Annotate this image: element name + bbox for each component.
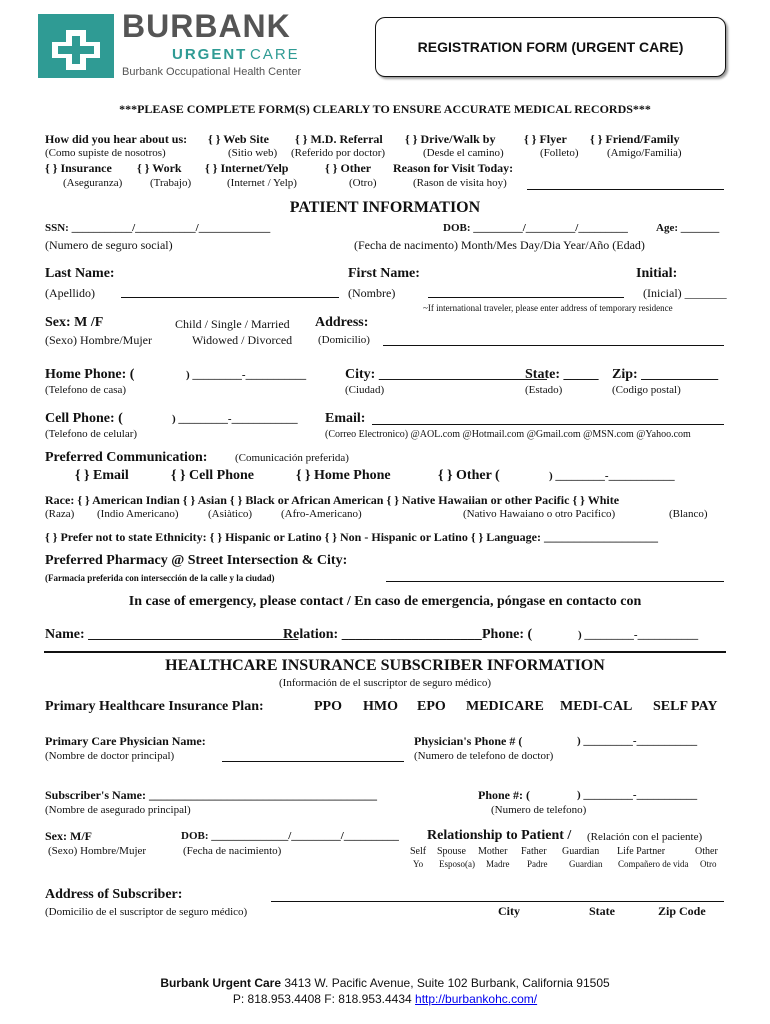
reason-label: Reason for Visit Today: [393,161,514,175]
referral-drive[interactable]: { } Drive/Walk by [405,132,496,146]
ssn-es: (Numero de seguro social) [45,238,173,252]
plan-epo[interactable]: EPO [417,699,446,714]
medical-cross-icon [38,14,114,78]
referral-work-es: (Trabajo) [150,177,192,189]
referral-flyer[interactable]: { } Flyer [524,132,567,146]
city-es: (Ciudad) [345,384,385,396]
pref-comm-es: (Comunicación preferida) [235,452,349,464]
form-title: REGISTRATION FORM (URGENT CARE) [417,39,684,55]
cell-phone-label: Cell Phone: ( [45,411,123,426]
comm-email-option[interactable]: { } Email [75,468,129,483]
emergency-relation-field[interactable]: Relation: ____________________ [283,627,482,642]
referral-web-es: (Sitio web) [228,147,278,159]
rel-life-partner[interactable]: Life Partner [617,846,666,857]
pharmacy-label: Preferred Pharmacy @ Street Intersection & City: [45,553,348,568]
rel-self[interactable]: Self [410,846,427,857]
emergency-heading: In case of emergency, please contact / En caso de emergencia, póngase en contacto con [128,594,642,609]
first-name-label: First Name: [348,266,420,281]
rel-mother[interactable]: Mother [478,846,508,857]
subscriber-address-es: (Domicilio de el suscriptor de seguro médico) [45,906,248,918]
pcp-input[interactable] [222,761,404,762]
rel-guardian-es: Guardian [569,859,603,869]
pref-comm-label: Preferred Communication: [45,450,208,465]
logo-name: BURBANK [122,8,291,44]
pharmacy-es: (Farmacia preferida con intersección de la calle y la ciudad) [45,573,275,583]
cell-phone-es: (Telefono de celular) [45,428,138,440]
city-field[interactable]: City: ________________________ [345,367,547,382]
first-name-es: (Nombre) [348,286,396,300]
race-es-3: (Asiàtico) [208,508,252,520]
referral-work[interactable]: { } Work [137,161,182,175]
subscriber-name-field[interactable]: Subscriber's Name: ______________________________________ [45,788,377,802]
ssn-field[interactable]: SSN: ___________/___________/_____________ [45,222,271,234]
physician-phone-es: (Numero de telefono de doctor) [414,750,554,762]
marital-status-2[interactable]: Widowed / Divorced [192,333,293,347]
referral-question: How did you hear about us: [45,132,188,146]
referral-internet-es: (Internet / Yelp) [227,177,297,189]
state-field[interactable]: State: _____ [525,367,599,382]
pcp-label: Primary Care Physician Name: [45,734,206,748]
referral-web[interactable]: { } Web Site [208,132,269,146]
home-phone-label: Home Phone: ( [45,367,135,382]
referral-insurance[interactable]: { } Insurance [45,161,112,175]
pcp-es: (Nombre de doctor principal) [45,750,175,762]
plan-medicare[interactable]: MEDICARE [466,699,544,714]
referral-other[interactable]: { } Other [325,161,372,175]
subscriber-state-label: State [589,904,615,918]
footer-website-link[interactable]: http://burbankohc.com/ [415,992,538,1006]
emergency-phone-input[interactable]: ) _________-___________ [578,629,699,641]
physician-phone-label: Physician's Phone # ( [414,734,523,748]
dob-es: (Fecha de nacimento) Month/Mes Day/Dia Year/Año (Edad) [354,238,645,252]
subscriber-city-label: City [498,904,520,918]
last-name-es: (Apellido) [45,286,95,300]
international-note: ~If international traveler, please enter address of temporary residence [423,303,673,313]
rel-other-es: Otro [700,859,717,869]
footer-contact-line [0,992,770,1006]
race-options[interactable]: Race: { } American Indian { } Asian { } Black or African American { } Native Hawaiian or other Pacific { } White [45,493,620,507]
referral-md[interactable]: { } M.D. Referral [295,132,383,146]
relationship-label: Relationship to Patient / [427,828,572,843]
last-name-input[interactable] [121,297,339,298]
last-name-label: Last Name: [45,266,115,281]
referral-friend[interactable]: { } Friend/Family [590,132,680,146]
rel-spouse-es: Esposo(a) [439,859,475,869]
referral-other-es: (Otro) [349,177,377,189]
notice: ***PLEASE COMPLETE FORM(S) CLEARLY TO ENSURE ACCURATE MEDICAL RECORDS*** [119,102,651,116]
dob-field[interactable]: DOB: _________/_________/_________ [443,222,628,234]
referral-internet[interactable]: { } Internet/Yelp [205,161,289,175]
initial-label: Initial: [636,266,678,281]
insurance-section-title: HEALTHCARE INSURANCE SUBSCRIBER INFORMATION [165,657,605,674]
subscriber-zip-label: Zip Code [658,904,706,918]
first-name-input[interactable] [428,297,624,298]
footer-address-line [0,976,770,990]
patient-section-title: PATIENT INFORMATION [289,199,481,216]
footer-address: 3413 W. Pacific Avenue, Suite 102 Burbank, California 91505 [281,976,610,990]
zip-es: (Codigo postal) [612,384,681,396]
logo-tagline: Burbank Occupational Health Center [122,66,302,78]
race-es-4: (Afro-Americano) [281,508,362,520]
plan-medi-cal[interactable]: MEDI-CAL [560,699,633,714]
zip-field[interactable]: Zip: ___________ [612,367,719,382]
plan-hmo[interactable]: HMO [363,699,398,714]
ethnicity-options[interactable]: { } Prefer not to state Ethnicity: { } Hispanic or Latino { } Non - Hispanic or Latino { } Language: ___________________ [45,530,658,544]
section-divider [44,651,726,653]
subscriber-dob-field[interactable]: DOB: ______________/_________/__________ [181,830,399,842]
plan-ppo[interactable]: PPO [314,699,342,714]
plan-label: Primary Healthcare Insurance Plan: [45,699,264,714]
rel-father-es: Padre [527,859,548,869]
insurance-section-title-es: (Información de el suscriptor de seguro médico) [279,677,491,689]
comm-other-option[interactable]: { } Other ( [438,468,500,483]
rel-father[interactable]: Father [521,846,547,857]
emergency-phone-label: Phone: ( [482,627,533,642]
subscriber-phone-input[interactable]: ) _________-___________ [577,789,698,801]
subscriber-address-input[interactable] [271,901,724,902]
plan-self-pay[interactable]: SELF PAY [653,699,718,714]
address-label: Address: [315,315,369,330]
referral-friend-es: (Amigo/Familia) [607,147,682,159]
home-phone-input[interactable]: ) _________-___________ [186,369,307,381]
form-title-box [375,17,726,77]
email-label: Email: [325,411,366,426]
subscriber-dob-es: (Fecha de nacimiento) [183,845,282,857]
race-es-1: (Raza) [45,508,75,520]
home-phone-es: (Telefono de casa) [45,384,127,396]
cell-phone-input[interactable]: ) _________-____________ [172,413,298,425]
email-domains: (Correo Electronico) @AOL.com @Hotmail.com @Gmail.com @MSN.com @Yahoo.com [325,429,691,440]
email-input[interactable] [372,424,724,425]
rel-mother-es: Madre [486,859,510,869]
emergency-name-field[interactable]: Name: ______________________________ [45,627,299,642]
reason-label-es: (Rason de visita hoy) [413,177,507,189]
subscriber-name-es: (Nombre de asegurado principal) [45,804,191,816]
rel-spouse[interactable]: Spouse [437,846,466,857]
subscriber-phone-label: Phone #: ( [478,788,530,802]
logo-sub-care: CARE [250,46,300,63]
address-es: (Domicilio) [318,334,370,346]
physician-phone-input[interactable]: ) _________-___________ [577,735,698,747]
comm-cell-option[interactable]: { } Cell Phone [171,468,254,483]
address-input[interactable] [383,345,724,346]
subscriber-sex[interactable]: Sex: M/F [45,829,92,843]
rel-other[interactable]: Other [695,846,718,857]
pharmacy-input[interactable] [386,581,724,582]
subscriber-address-label: Address of Subscriber: [45,887,183,902]
rel-self-es: Yo [413,859,424,869]
rel-guardian[interactable]: Guardian [562,846,600,857]
state-es: (Estado) [525,384,563,396]
race-es-5: (Nativo Hawaiano o otro Pacifico) [463,508,616,520]
referral-flyer-es: (Folleto) [540,147,579,159]
rel-life-partner-es: Compañero de vida [618,859,689,869]
referral-insurance-es: (Aseguranza) [63,177,123,189]
subscriber-phone-es: (Numero de telefono) [491,804,587,816]
reason-input[interactable] [527,189,724,190]
race-es-2: (Indio Americano) [97,508,179,520]
sex-es: (Sexo) Hombre/Mujer [45,333,152,347]
referral-drive-es: (Desde el camino) [423,147,504,159]
race-es-6: (Blanco) [669,508,708,520]
age-field[interactable]: Age: _______ [656,222,720,234]
relationship-es: (Relación con el paciente) [587,831,703,843]
referral-md-es: (Referido por doctor) [291,147,386,159]
comm-other-phone[interactable]: ) _________-____________ [549,470,675,482]
subscriber-sex-es: (Sexo) Hombre/Mujer [48,845,147,857]
initial-es[interactable]: (Inicial) _______ [643,286,727,300]
referral-question-es: (Como supiste de nosotros) [45,147,166,159]
sex-label[interactable]: Sex: M /F [45,315,104,330]
comm-home-option[interactable]: { } Home Phone [296,468,391,483]
marital-status[interactable]: Child / Single / Married [175,317,290,331]
footer-phones: P: 818.953.4408 F: 818.953.4434 [232,992,416,1006]
footer-clinic-name: Burbank Urgent Care [160,976,282,990]
logo-sub-urgent: URGENT [172,46,248,63]
